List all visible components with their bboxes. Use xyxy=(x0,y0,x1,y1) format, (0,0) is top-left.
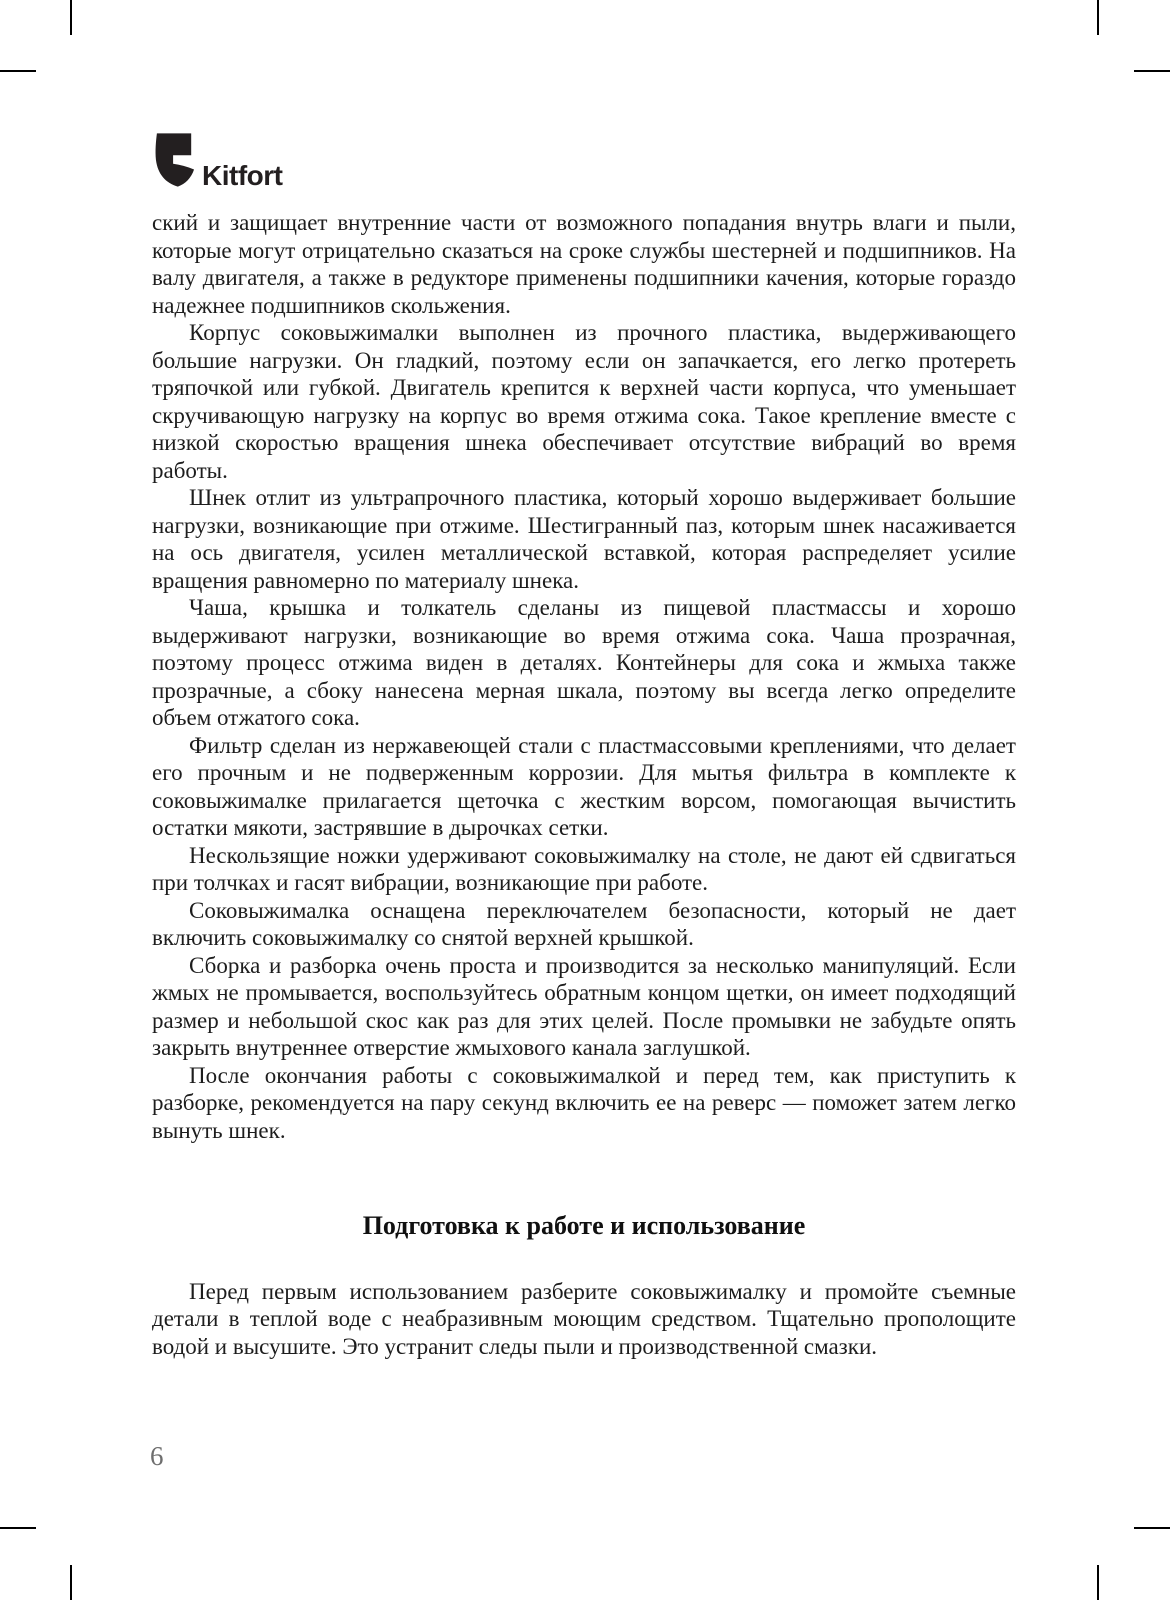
crop-mark-bottom-right-horizontal xyxy=(1134,1527,1170,1529)
page-body xyxy=(152,209,1016,1360)
page-number: 6 xyxy=(150,1441,164,1471)
crop-mark-top-left-horizontal xyxy=(0,70,36,72)
crop-mark-top-left-vertical xyxy=(70,0,72,35)
paragraph: Сборка и разборка очень проста и производится за несколько манипуляций. Если жмых не промывается, воспользуйтесь обратным концом щетки, он имеет подходящий размер и небольшой скос как раз для этих целей. После промывки не забудьте опять закрыть внутреннее отверстие жмыхового канала заглушкой. xyxy=(152,952,1016,1060)
kitfort-logo-icon xyxy=(155,132,195,188)
crop-mark-top-right-vertical xyxy=(1097,0,1099,35)
section-heading: Подготовка к работе и использование xyxy=(362,1211,806,1240)
paragraph: Соковыжималка оснащена переключателем безопасности, который не дает включить соковыжималку со снятой верхней крышкой. xyxy=(152,897,1016,950)
paragraph: После окончания работы с соковыжималкой и перед тем, как приступить к разборке, рекомендуется на пару секунд включить ее на реверс — поможет затем легко вынуть шнек. xyxy=(152,1062,1016,1143)
crop-mark-bottom-left-horizontal xyxy=(0,1527,36,1529)
paragraph: Корпус соковыжималки выполнен из прочного пластика, выдерживающего большие нагрузки. Он гладкий, поэтому если он запачкается, его легко протереть тряпочкой или губкой. Двигатель крепится к верхней части корпуса, что уменьшает скручивающую нагрузку на корпус во время отжима сока. Такое крепление вместе с низкой скоростью вращения шнека обеспечивает отсутствие вибраций во время работы. xyxy=(152,320,1016,483)
crop-mark-bottom-right-vertical xyxy=(1097,1565,1099,1600)
paragraph: ский и защищает внутренние части от возможного попадания внутрь влаги и пыли, которые могут отрицательно сказаться на сроке службы шестерней и подшипников. На валу двигателя, а также в редукторе применены подшипники качения, которые гораздо надежнее подшипников скольжения. xyxy=(152,210,1016,318)
paragraph: Чаша, крышка и толкатель сделаны из пищевой пластмассы и хорошо выдерживают нагрузки, возникающие во время отжима сока. Чаша прозрачная, поэтому процесс отжима виден в деталях. Контейнеры для сока и жмыха также прозрачные, а сбоку нанесена мерная шкала, поэтому вы всегда легко определите объем отжатого сока. xyxy=(152,595,1016,730)
paragraph: Шнек отлит из ультрапрочного пластика, который хорошо выдерживает большие нагрузки, возникающие при отжиме. Шестигранный паз, которым шнек насаживается на ось двигателя, усилен металлической вставкой, которая распределяет усилие вращения равномерно по материалу шнека. xyxy=(152,485,1016,593)
crop-mark-top-right-horizontal xyxy=(1134,70,1170,72)
paragraph: Перед первым использованием разберите соковыжималку и промойте съемные детали в теплой воде с неабразивным моющим средством. Тщательно прополощите водой и высушите. Это устранит следы пыли и производственной смазки. xyxy=(152,1278,1016,1359)
kitfort-logo xyxy=(155,132,283,191)
paragraph: Нескользящие ножки удерживают соковыжималку на столе, не дают ей сдвигаться при толчках и гасят вибрации, возникающие при работе. xyxy=(152,842,1016,895)
crop-mark-bottom-left-vertical xyxy=(70,1565,72,1600)
brand-name: Kitfort xyxy=(202,160,283,191)
paragraph: Фильтр сделан из нержавеющей стали с пластмассовыми креплениями, что делает его прочным и не подверженным коррозии. Для мытья фильтра в комплекте к соковыжималке прилагается щеточка с жестким ворсом, помогающая вычистить остатки мякоти, застрявшие в дырочках сетки. xyxy=(152,732,1016,840)
